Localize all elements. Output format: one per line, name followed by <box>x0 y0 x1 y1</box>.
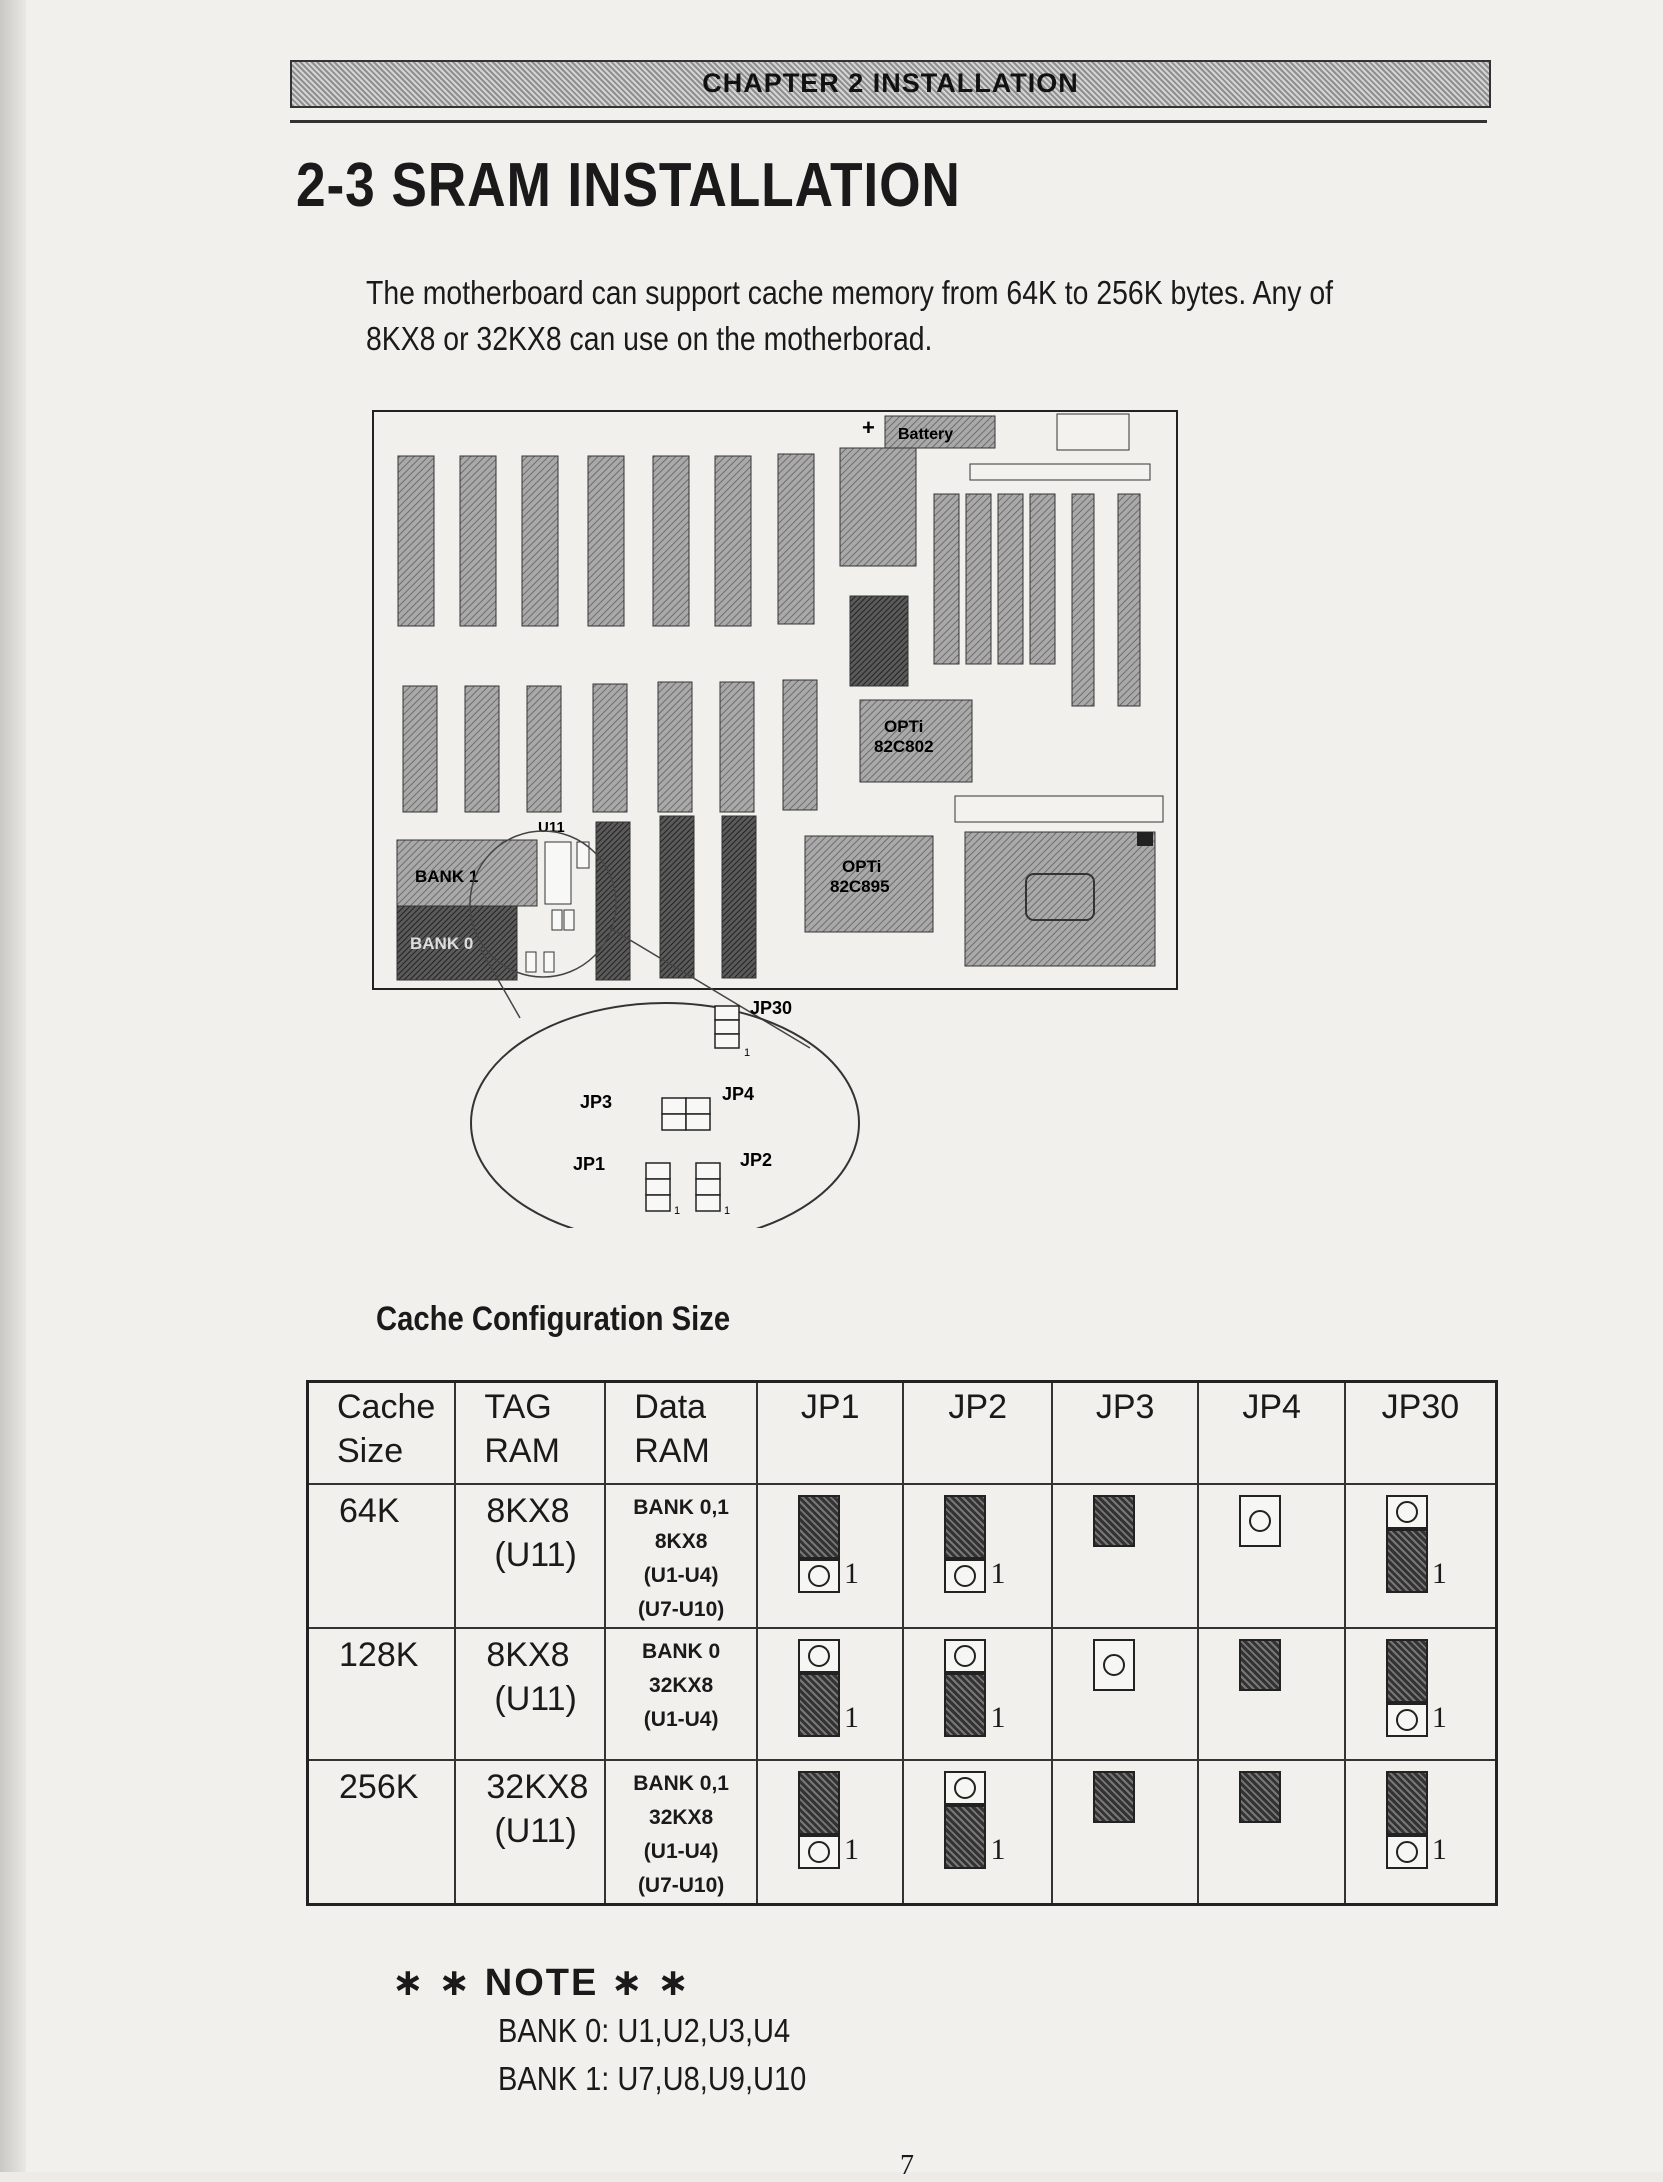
bios-chip <box>840 448 916 566</box>
jp2-jumper <box>944 1639 986 1737</box>
jumper-cap-closed <box>1239 1639 1281 1691</box>
intro-line-2: 8KX8 or 32KX8 can use on the motherborad. <box>366 320 933 357</box>
cache-size-value: 256K <box>339 1768 419 1806</box>
data-ram-line: 8KX8 <box>654 1530 708 1553</box>
svg-text:1: 1 <box>744 1047 751 1059</box>
jp4-jumper <box>1239 1771 1281 1823</box>
intro-paragraph <box>366 270 1484 362</box>
jumper-pin-open <box>1239 1495 1281 1547</box>
battery-plus: + <box>862 415 875 440</box>
header-jp4: JP4 <box>1198 1382 1344 1485</box>
tag-ram-chip: (U11) <box>494 1680 577 1718</box>
jumper-cap-closed <box>944 1805 986 1869</box>
chapter-header-text: CHAPTER 2 INSTALLATION <box>702 68 1079 98</box>
header-jp2: JP2 <box>903 1382 1051 1485</box>
intro-line-1: The motherboard can support cache memory from 64K to 256K bytes. Any of <box>366 274 1334 311</box>
data-ram-line: BANK 0,1 <box>633 1496 729 1519</box>
data-ram-line: 32KX8 <box>649 1806 714 1829</box>
note-heading: ∗ ∗ NOTE ∗ ∗ <box>392 1962 692 2004</box>
data-ram-line: (U7-U10) <box>637 1874 725 1897</box>
jumper-pin-open <box>944 1771 986 1805</box>
jp1-setting-cell <box>757 1628 903 1760</box>
jumper-cap-closed <box>1386 1639 1428 1703</box>
jumper-cap-closed <box>798 1771 840 1835</box>
header-rule <box>290 120 1487 123</box>
tag-ram-chip: (U11) <box>494 1536 577 1574</box>
jp4-setting-cell <box>1198 1760 1344 1905</box>
table-header-row <box>308 1382 1497 1485</box>
jp3-jumper <box>1093 1495 1135 1547</box>
tag-ram-chip: (U11) <box>494 1812 577 1850</box>
section-title: 2-3 SRAM INSTALLATION <box>296 151 961 220</box>
jp30-jumper <box>1386 1639 1428 1737</box>
pin1-marker: 1 <box>843 1701 859 1734</box>
svg-text:82C895: 82C895 <box>830 877 890 896</box>
jp4-jumper <box>1239 1495 1281 1547</box>
svg-text:JP1: JP1 <box>573 1154 606 1174</box>
table-row <box>308 1628 1497 1760</box>
jp2-setting-cell <box>903 1484 1051 1628</box>
jp3-jumper <box>1093 1771 1135 1823</box>
header-data-ram: Data RAM <box>605 1382 757 1485</box>
cpu-socket <box>965 832 1155 966</box>
tag-ram-cell <box>455 1628 605 1760</box>
jumper-cap-closed <box>1239 1771 1281 1823</box>
data-ram-cell <box>605 1760 757 1905</box>
cache-size-cell <box>308 1628 456 1760</box>
pin1-marker: 1 <box>843 1557 859 1590</box>
pin1-marker: 1 <box>990 1701 1006 1734</box>
jp2-setting-cell <box>903 1628 1051 1760</box>
jumper-cap-closed <box>1093 1771 1135 1823</box>
cache-size-cell <box>308 1760 456 1905</box>
pin1-marker: 1 <box>843 1833 859 1866</box>
jp3-setting-cell <box>1052 1484 1198 1628</box>
expansion-slots-top <box>398 454 814 626</box>
svg-text:JP3: JP3 <box>580 1092 613 1112</box>
tag-ram-cell <box>455 1760 605 1905</box>
jp30-setting-cell <box>1345 1760 1497 1905</box>
svg-text:1: 1 <box>674 1205 681 1217</box>
jp1-jumper <box>798 1495 840 1593</box>
data-ram-line: BANK 0,1 <box>633 1772 729 1795</box>
jumper-cap-closed <box>1386 1529 1428 1593</box>
svg-text:BANK 1: BANK 1 <box>415 867 479 886</box>
svg-text:BANK 0: BANK 0 <box>410 934 474 953</box>
jumper-cap-closed <box>944 1673 986 1737</box>
data-ram-line: (U1-U4) <box>643 1840 719 1863</box>
jumper-cap-closed <box>798 1673 840 1737</box>
jp2-jumper <box>944 1771 986 1869</box>
jumper-cap-closed <box>798 1495 840 1559</box>
jp30-setting-cell <box>1345 1484 1497 1628</box>
jp4-jumper <box>1239 1639 1281 1691</box>
cache-config-title: Cache Configuration Size <box>376 1300 731 1338</box>
svg-text:JP4: JP4 <box>722 1084 755 1104</box>
jp30-detail <box>715 998 792 1059</box>
jumper-pin-open <box>798 1639 840 1673</box>
jp4-setting-cell <box>1198 1484 1344 1628</box>
svg-text:82C802: 82C802 <box>874 737 934 756</box>
jumper-pin-open <box>944 1639 986 1673</box>
tag-ram-cell <box>455 1484 605 1628</box>
jp2-setting-cell <box>903 1760 1051 1905</box>
jp1-jp2-detail <box>573 1150 772 1217</box>
jp30-setting-cell <box>1345 1628 1497 1760</box>
jumper-cap-closed <box>944 1495 986 1559</box>
svg-text:1: 1 <box>724 1205 731 1217</box>
jumper-pin-open <box>1386 1703 1428 1737</box>
jp1-jumper <box>798 1639 840 1737</box>
jp3-jp4-detail <box>580 1084 754 1130</box>
svg-text:JP2: JP2 <box>740 1150 773 1170</box>
data-ram-line: BANK 0 <box>642 1640 721 1663</box>
jumper-pin-open <box>1386 1835 1428 1869</box>
expansion-slots-bottom <box>403 680 817 812</box>
jumper-cap-closed <box>1386 1771 1428 1835</box>
data-ram-cell <box>605 1484 757 1628</box>
data-ram-cell <box>605 1628 757 1760</box>
page-number: 7 <box>900 2150 914 2181</box>
pin1-marker: 1 <box>1431 1833 1447 1866</box>
header-cache-size: Cache Size <box>308 1382 456 1485</box>
jp4-setting-cell <box>1198 1628 1344 1760</box>
tag-ram-size: 8KX8 <box>486 1492 570 1530</box>
motherboard-diagram <box>370 408 1180 1228</box>
header-jp30: JP30 <box>1345 1382 1497 1485</box>
pin1-marker: 1 <box>1431 1557 1447 1590</box>
note-line-bank1: BANK 1: U7,U8,U9,U10 <box>498 2060 807 2097</box>
data-ram-line: (U7-U10) <box>637 1598 725 1621</box>
page-edge-shadow <box>0 0 26 2172</box>
data-ram-line: 32KX8 <box>649 1674 714 1697</box>
jp1-jumper <box>798 1771 840 1869</box>
jp30-jumper <box>1386 1771 1428 1869</box>
data-ram-line: (U1-U4) <box>643 1564 719 1587</box>
pin1-marker: 1 <box>990 1557 1006 1590</box>
jp1-setting-cell <box>757 1760 903 1905</box>
jumper-pin-open <box>1093 1639 1135 1691</box>
jp30-jumper <box>1386 1495 1428 1593</box>
jp3-setting-cell <box>1052 1760 1198 1905</box>
jp3-setting-cell <box>1052 1628 1198 1760</box>
data-ram-line: (U1-U4) <box>643 1708 719 1731</box>
header-tag-ram: TAG RAM <box>455 1382 605 1485</box>
svg-text:OPTi: OPTi <box>884 717 924 736</box>
cache-size-value: 128K <box>339 1636 419 1674</box>
jumper-pin-open <box>944 1559 986 1593</box>
pin1-marker: 1 <box>1431 1701 1447 1734</box>
svg-text:JP30: JP30 <box>750 998 793 1018</box>
u11-label: U11 <box>538 819 565 836</box>
jp2-jumper <box>944 1495 986 1593</box>
jumper-pin-open <box>798 1835 840 1869</box>
header-jp1: JP1 <box>757 1382 903 1485</box>
cache-size-cell <box>308 1484 456 1628</box>
jp1-setting-cell <box>757 1484 903 1628</box>
cache-size-value: 64K <box>339 1492 400 1530</box>
jumper-pin-open <box>1386 1495 1428 1529</box>
note-line-bank0: BANK 0: U1,U2,U3,U4 <box>498 2012 791 2049</box>
table-row <box>308 1760 1497 1905</box>
svg-text:Battery: Battery <box>898 426 954 443</box>
header-jp3: JP3 <box>1052 1382 1198 1485</box>
cache-config-table <box>306 1380 1498 1906</box>
chapter-header-bar <box>290 60 1491 108</box>
svg-text:OPTi: OPTi <box>842 857 882 876</box>
jumper-cap-closed <box>1093 1495 1135 1547</box>
tag-ram-size: 32KX8 <box>486 1768 589 1806</box>
table-row <box>308 1484 1497 1628</box>
pin1-marker: 1 <box>990 1833 1006 1866</box>
jumper-pin-open <box>798 1559 840 1593</box>
tag-ram-size: 8KX8 <box>486 1636 570 1674</box>
jp3-jumper <box>1093 1639 1135 1691</box>
